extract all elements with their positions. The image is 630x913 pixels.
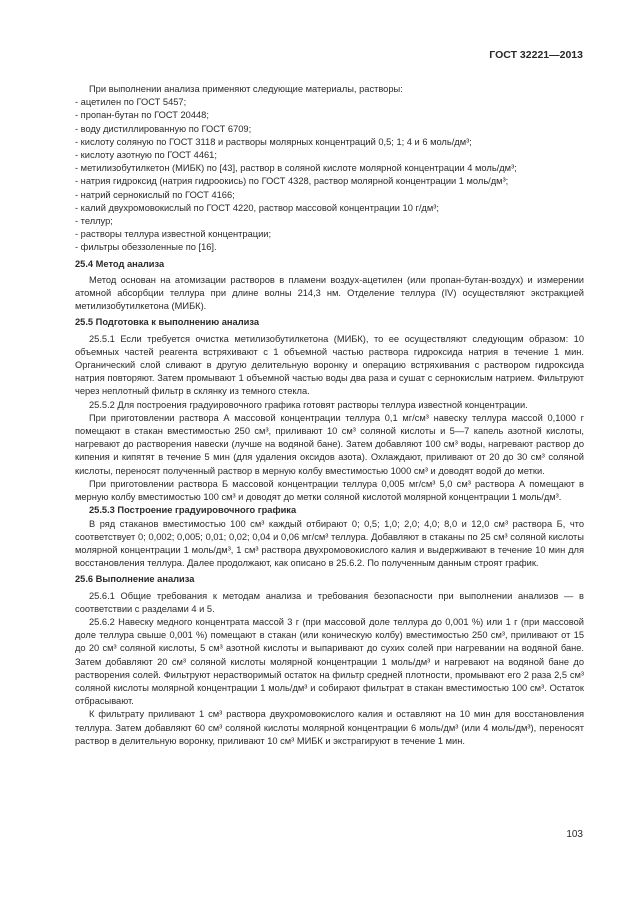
list-item: - теллур; (75, 216, 113, 227)
list-item: - натрий сернокислый по ГОСТ 4166; (75, 189, 235, 200)
list-item: - пропан-бутан по ГОСТ 20448; (75, 110, 209, 121)
materials-list (75, 96, 584, 254)
paragraph: 25.5.2 Для построения градуировочного графика готовят растворы теллура известной концентрации. (89, 399, 528, 410)
paragraph: Метод основан на атомизации растворов в пламени воздух-ацетилен (или пропан-бутан-воздух) и измерении атомной абсорбции теллура при длине волны 214,3 нм. Отделение теллура (IV) осуществляют экстракцией метилизобутилкетона (МИБК). (75, 274, 584, 312)
materials-intro: При выполнении анализа применяют следующие материалы, растворы: (89, 84, 403, 94)
paragraph: 25.6.2 Навеску медного концентрата массой 3 г (при массовой доле теллура до 0,001 %) или 1 г (при массовой доле теллура свыше 0,001 %) помещают в стакан (или коническую колбу) вместимостью 250 см³, приливают от 15 до 20 см³ соляной кислоты, 5 см³ азотной кислоты и выпаривают до сухих солей при нагревании на водяной бане. Затем добавляют 20 см³ соляной кислоты молярной концентрации 1 моль/дм³ и нагревают на водяной бане до растворения солей. Фильтруют нерастворимый остаток на фильтр средней плотности, промывают его 2 раза 2,5 см³ соляной кислоты молярной концентрации 1 моль/дм³ и собирают фильтрат в стакан вместимостью 100 см³. Остаток отбрасывают. (75, 616, 584, 707)
list-item: - калий двухромовокислый по ГОСТ 4220, раствор массовой концентрации 10 г/дм³; (75, 202, 439, 213)
list-item: - фильтры обеззоленные по [16]. (75, 242, 217, 253)
paragraph: 25.6.1 Общие требования к методам анализа и требования безопасности при выполнении анализов — в соответствии с разделами 4 и 5. (75, 590, 584, 614)
list-item: - натрия гидроксид (натрия гидроокись) по ГОСТ 4328, раствор молярной концентрации 1 моль/дм³; (75, 176, 509, 187)
paragraph: При приготовлении раствора Б массовой концентрации теллура 0,005 мг/см³ 5,0 см³ раствора А помещают в мерную колбу вместимостью 100 см³ и доводят до метки соляной кислотой молярной концентрации 1 моль/дм³. (75, 478, 584, 503)
list-item: - ацетилен по ГОСТ 5457; (75, 97, 187, 108)
subsection-heading-25-5-3: 25.5.3 Построение градуировочного графика (89, 505, 297, 516)
list-item: - метилизобутилкетон (МИБК) по [43], раствор в соляной кислоте молярной концентрации 4 моль/дм³; (75, 163, 517, 174)
paragraph: К фильтрату приливают 1 см³ раствора двухромовокислого калия и оставляют на 10 мин для восстановления теллура. Затем добавляют 60 см³ соляной кислоты молярной концентрации 6 моль/дм³ (или 4 моль/дм³), переносят раствор в делительную воронку, приливают 10 см³ МИБК и экстрагируют в течение 1 мин. (75, 709, 584, 746)
paragraph: 25.5.1 Если требуется очистка метилизобутилкетона (МИБК), то ее осуществляют следующим образом: 10 объемных частей реагента встряхивают с 1 объемной частью раствора гидроксида натрия в течение 1 мин. Органический слой сливают в другую делительную воронку и операцию встряхивания с раствором гидроксида натрия повторяют. Затем промывают 1 объемной частью воды два раза и сушат с сернокислым натрием. Фильтруют через неплотный фильтр в склянку из темного стекла. (75, 333, 584, 397)
list-item: - кислоту азотную по ГОСТ 4461; (75, 150, 217, 161)
section-heading-25-6: 25.6 Выполнение анализа (75, 574, 195, 585)
list-item: - кислоту соляную по ГОСТ 3118 и растворы молярных концентраций 0,5; 1; 4 и 6 моль/дм³; (75, 136, 472, 147)
list-item: - растворы теллура известной концентрации; (75, 229, 272, 240)
list-item: - воду дистиллированную по ГОСТ 6709; (75, 123, 252, 134)
page-number: 103 (566, 829, 583, 840)
section-heading-25-5: 25.5 Подготовка к выполнению анализа (75, 317, 259, 328)
paragraph: При приготовлении раствора А массовой концентрации теллура 0,1 мг/см³ навеску теллура массой 0,1000 г помещают в стакан вместимостью 250 см³, приливают 10 см³ соляной кислоты и 5—7 капель азотной кислоты, нагревают до растворения навески (лучше на водяной бане). Затем добавляют 100 см³ воды, нагревают раствор до кипения и кипятят в течение 5 мин (для удаления оксидов азота). Охлаждают, приливают от 20 до 30 см³ соляной кислоты, переносят полученный раствор в мерную колбу вместимостью 1000 см³ и доводят водой до метки. (75, 412, 584, 476)
section-heading-25-4: 25.4 Метод анализа (75, 258, 165, 269)
page-content (75, 83, 584, 748)
document-header: ГОСТ 32221—2013 (489, 49, 583, 61)
paragraph: В ряд стаканов вместимостью 100 см³ каждый отбирают 0; 0,5; 1,0; 2,0; 4,0; 8,0 и 12,0 см³ раствора Б, что соответствует 0; 0,002; 0,005; 0,01; 0,02; 0,04 и 0,06 мг/см³ теллура. Добавляют в стаканы по 25 см³ соляной кислоты молярной концентрации 1 моль/дм³, 1 см³ раствора двухромовокислого калия и выдерживают в течение 10 мин для восстановления теллура. Далее продолжают, как описано в 25.6.2. По полученным данным строят график. (75, 518, 584, 569)
